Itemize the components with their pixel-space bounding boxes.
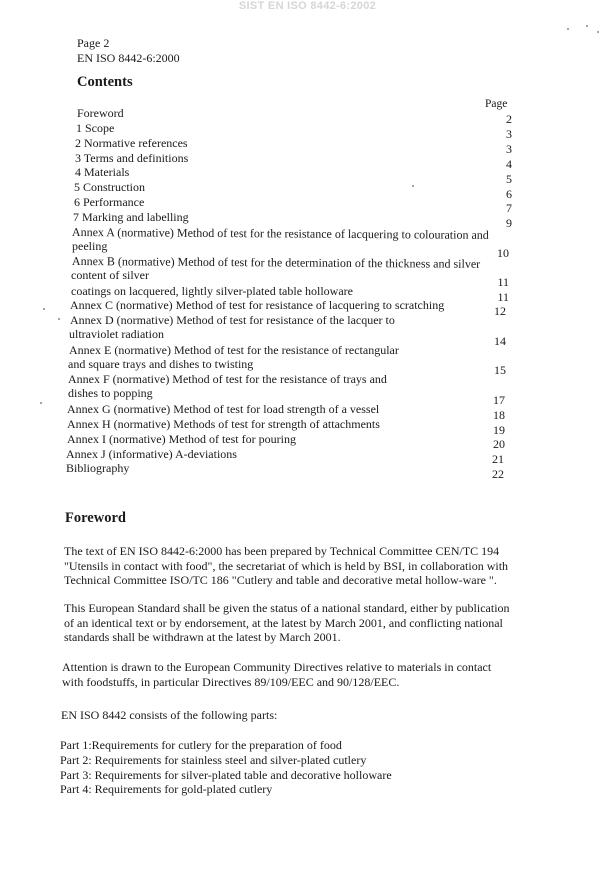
toc-page: 9 xyxy=(506,216,512,230)
toc-page: 2 xyxy=(506,112,512,126)
paragraph-line: This European Standard shall be given the status of a national standard, either by publication xyxy=(64,601,510,615)
toc-entry-normative-references: 2 Normative references xyxy=(75,136,188,150)
toc-entry-annex-a-cont: peeling xyxy=(72,239,108,253)
toc-page: 21 xyxy=(492,452,504,466)
scan-speck xyxy=(43,308,45,310)
toc-page: 11 xyxy=(497,275,509,289)
toc-entry-annex-e: Annex E (normative) Method of test for the resistance of rectangular xyxy=(69,343,399,357)
paragraph-line: standards shall be withdrawn at the latest by March 2001. xyxy=(64,630,341,645)
list-item: Part 2: Requirements for stainless steel and silver-plated cutlery xyxy=(60,753,367,767)
foreword-heading: Foreword xyxy=(65,510,126,526)
toc-entry-annex-j: Annex J (informative) A-deviations xyxy=(66,447,237,461)
foreword-paragraph-4 xyxy=(61,708,561,723)
scan-speck xyxy=(586,25,588,27)
toc-entry-foreword: Foreword xyxy=(77,106,124,120)
toc-entry-annex-a: Annex A (normative) Method of test for the resistance of lacquering to colouration and xyxy=(71,225,489,242)
toc-entry-annex-c: Annex C (normative) Method of test for resistance of lacquering to scratching xyxy=(70,298,445,312)
toc-entry-marking: 7 Marking and labelling xyxy=(73,210,189,224)
toc-page: 14 xyxy=(494,334,506,348)
toc-page: 3 xyxy=(506,127,512,141)
toc-entry-annex-d-cont: ultraviolet radiation xyxy=(69,327,164,341)
toc-page: 18 xyxy=(493,408,505,422)
paragraph-line: The text of EN ISO 8442-6:2000 has been prepared by Technical Committee CEN/TC 194 xyxy=(64,544,500,558)
toc-page: 22 xyxy=(492,467,504,481)
toc-page: 3 xyxy=(506,142,512,156)
toc-entry-annex-f-cont: dishes to popping xyxy=(68,386,153,400)
paragraph-line: of an identical text or by endorsement, at the latest by March 2001, and conflicting national xyxy=(64,615,503,630)
list-item: Part 1:Requirements for cutlery for the preparation of food xyxy=(60,738,342,752)
scan-speck xyxy=(40,402,42,404)
list-item: Part 4: Requirements for gold-plated cutlery xyxy=(60,782,273,796)
toc-page: 6 xyxy=(506,187,512,201)
toc-entry-performance: 6 Performance xyxy=(74,195,145,209)
toc-entry-annex-b-cont: content of silver xyxy=(71,268,149,282)
paragraph-line: EN ISO 8442 consists of the following parts: xyxy=(61,708,278,722)
standard-id: EN ISO 8442-6:2000 xyxy=(77,51,180,65)
paragraph-line: Technical Committee ISO/TC 186 "Cutlery and table and decorative metal hollow-ware ". xyxy=(64,573,497,588)
scan-speck xyxy=(412,185,414,187)
watermark-text: SIST EN ISO 8442-6:2002 xyxy=(238,0,377,12)
foreword-paragraph-3 xyxy=(62,660,562,689)
toc-entry-terms: 3 Terms and definitions xyxy=(75,151,189,165)
toc-page: 17 xyxy=(493,393,505,407)
toc-entry-bibliography: Bibliography xyxy=(66,461,130,475)
toc-page: 19 xyxy=(493,423,505,437)
contents-heading: Contents xyxy=(77,74,133,90)
toc-entry-annex-f: Annex F (normative) Method of test for the resistance of trays and xyxy=(68,372,387,386)
toc-entry-construction: 5 Construction xyxy=(74,180,145,194)
paragraph-line: "Utensils in contact with food", the secretariat of which is held by BSI, in collaboration with xyxy=(64,558,509,573)
toc-page: 20 xyxy=(493,437,505,451)
list-item: Part 3: Requirements for silver-plated table and decorative holloware xyxy=(60,768,392,782)
foreword-paragraph-1 xyxy=(64,544,564,588)
toc-page: 12 xyxy=(494,304,506,318)
paragraph-line: Attention is drawn to the European Community Directives relative to materials in contact xyxy=(62,660,492,674)
toc-entry-annex-e-cont: and square trays and dishes to twisting xyxy=(68,357,254,371)
scan-speck xyxy=(597,31,599,33)
toc-page: 15 xyxy=(494,363,506,377)
toc-entry-materials: 4 Materials xyxy=(75,165,130,179)
toc-page: 4 xyxy=(506,157,512,171)
toc-entry-annex-i: Annex I (normative) Method of test for pouring xyxy=(67,432,296,446)
foreword-paragraph-2 xyxy=(64,601,564,645)
toc-page: 7 xyxy=(506,201,512,215)
toc-page: 5 xyxy=(506,172,512,186)
scan-speck xyxy=(567,28,569,30)
toc-entry-scope: 1 Scope xyxy=(76,121,115,135)
toc-entry-annex-g: Annex G (normative) Method of test for load strength of a vessel xyxy=(67,402,380,416)
toc-entry-annex-d: Annex D (normative) Method of test for resistance of the lacquer to xyxy=(70,313,395,327)
paragraph-line: with foodstuffs, in particular Directives 89/109/EEC and 90/128/EEC. xyxy=(62,674,400,689)
toc-page-column-label: Page xyxy=(485,98,508,110)
page-number: Page 2 xyxy=(77,36,110,50)
toc-page: 10 xyxy=(497,246,509,260)
toc-page: 11 xyxy=(497,290,509,304)
toc-entry-coatings: coatings on lacquered, lightly silver-plated table holloware xyxy=(71,284,353,298)
scan-speck xyxy=(58,318,60,320)
toc-entry-annex-b: Annex B (normative) Method of test for the determination of the thickness and silver xyxy=(71,254,481,271)
toc-entry-annex-h: Annex H (normative) Methods of test for strength of attachments xyxy=(67,417,380,431)
